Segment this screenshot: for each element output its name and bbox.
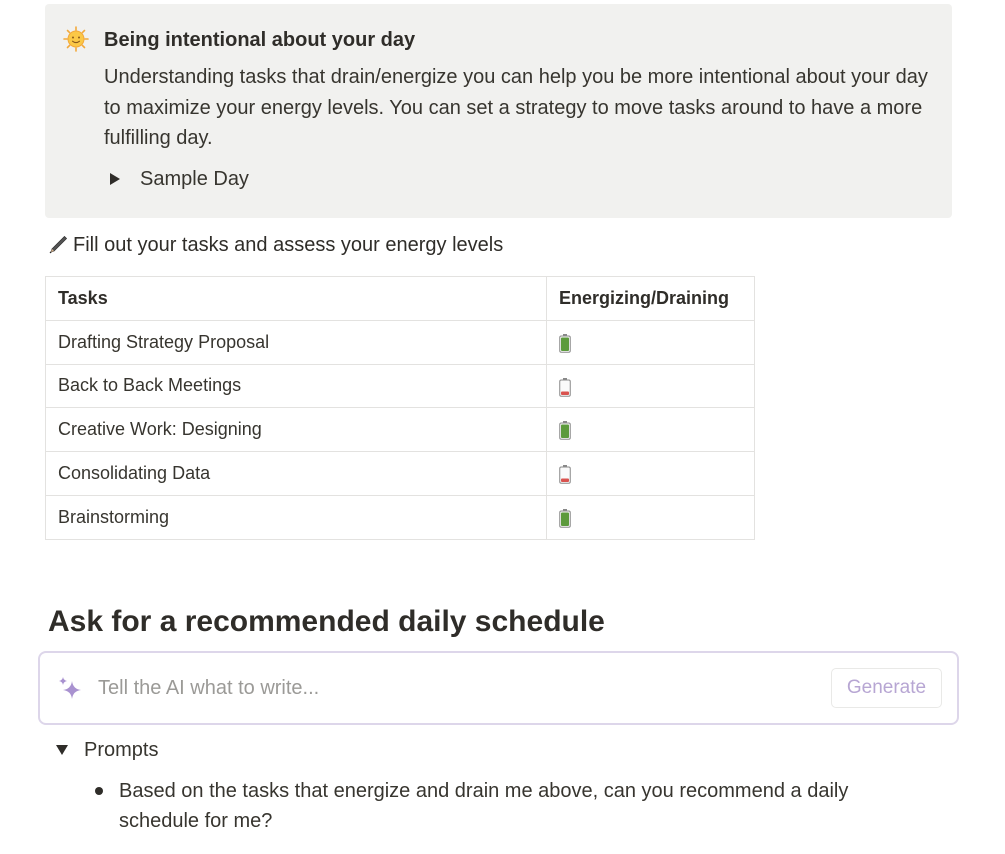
generate-button[interactable]: Generate <box>831 668 942 708</box>
table-header-row <box>46 277 755 321</box>
sample-day-toggle[interactable] <box>110 166 249 192</box>
prompts-toggle[interactable] <box>56 737 158 763</box>
sample-day-label: Sample Day <box>140 167 249 190</box>
task-cell[interactable]: Creative Work: Designing <box>46 408 547 452</box>
prompts-label: Prompts <box>84 738 159 761</box>
bullet-dot <box>95 787 103 795</box>
energy-cell[interactable] <box>547 495 755 539</box>
task-cell[interactable]: Consolidating Data <box>46 452 547 496</box>
tasks-table <box>45 276 755 540</box>
callout-title: Being intentional about your day <box>104 29 416 51</box>
column-header-tasks[interactable]: Tasks <box>46 277 547 321</box>
energy-cell[interactable] <box>547 452 755 496</box>
schedule-heading: Ask for a recommended daily schedule <box>48 605 605 638</box>
fill-out-instruction <box>47 232 503 258</box>
energy-cell[interactable] <box>547 364 755 408</box>
sparkle-icon <box>57 675 85 703</box>
toggle-down-icon[interactable] <box>56 745 68 755</box>
low-battery-icon <box>559 465 571 484</box>
table-row <box>46 408 755 452</box>
task-cell[interactable]: Brainstorming <box>46 495 547 539</box>
full-battery-icon <box>559 334 571 353</box>
energy-cell[interactable] <box>547 320 755 364</box>
table-row <box>46 495 755 539</box>
ai-prompt-block <box>38 651 959 725</box>
task-cell[interactable]: Back to Back Meetings <box>46 364 547 408</box>
energy-cell[interactable] <box>547 408 755 452</box>
table-row <box>46 364 755 408</box>
full-battery-icon <box>559 509 571 528</box>
toggle-right-icon[interactable] <box>110 173 120 185</box>
ai-prompt-input[interactable] <box>98 673 798 703</box>
task-cell[interactable]: Drafting Strategy Proposal <box>46 320 547 364</box>
table-row <box>46 320 755 364</box>
sun-face-icon <box>63 26 89 52</box>
callout-body: Understanding tasks that drain/energize you can help you be more intentional about your day to maximize your energy levels. You can set a strategy to move tasks around to have a more fulfilling day. <box>104 66 928 149</box>
low-battery-icon <box>559 378 571 397</box>
full-battery-icon <box>559 421 571 440</box>
column-header-energy[interactable]: Energizing/Draining <box>547 277 755 321</box>
table-row <box>46 452 755 496</box>
prompt-list-item: Based on the tasks that energize and drain me above, can you recommend a daily schedule for me? <box>119 780 849 832</box>
pencil-icon <box>47 234 69 256</box>
fill-out-text: Fill out your tasks and assess your energy levels <box>73 233 504 256</box>
